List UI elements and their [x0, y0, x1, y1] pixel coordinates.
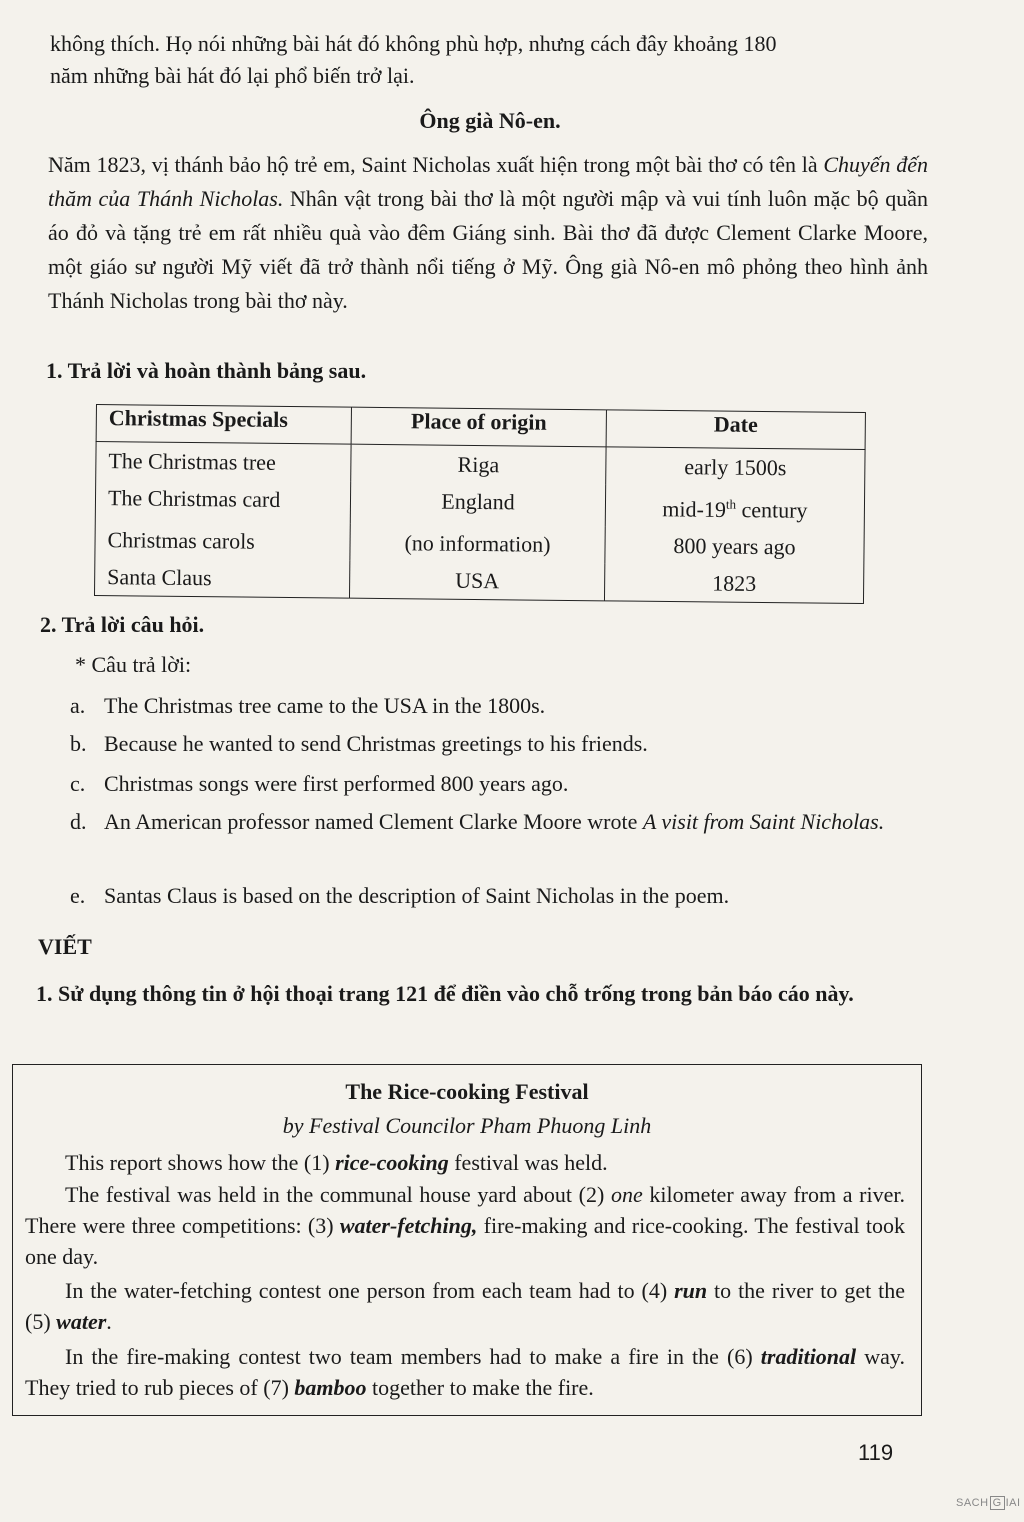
answer-d-label: d.	[70, 809, 87, 834]
p4-text-end: together to make the fire.	[366, 1375, 594, 1400]
cell-origin: England	[350, 482, 605, 527]
report-paragraph-2	[25, 1179, 905, 1272]
cell-date: 1823	[604, 564, 863, 604]
p3-text: In the water-fetching contest one person from each team had to (4)	[65, 1278, 675, 1303]
header-origin: Place of origin	[351, 407, 606, 447]
answer-a	[70, 690, 930, 722]
watermark-text-2: IAI	[1005, 1497, 1021, 1509]
report-paragraph-4	[25, 1341, 905, 1403]
p1-text: This report shows how the (1)	[65, 1150, 336, 1175]
report-paragraph-3	[25, 1275, 905, 1337]
question-2-heading: 2. Trả lời câu hỏi.	[40, 612, 205, 637]
report-byline: by Festival Councilor Pham Phuong Linh	[282, 1113, 652, 1138]
answer-blank-6: traditional	[760, 1344, 857, 1369]
cell-special: Christmas carols	[95, 521, 350, 561]
answer-d-text: An American professor named Clement Clarke Moore wrote	[104, 809, 643, 834]
answer-d-poem-title: A visit from Saint Nicholas.	[642, 809, 885, 834]
p2-text: The festival was held in the communal house yard about (2)	[65, 1182, 611, 1207]
p3-text-end: .	[106, 1309, 112, 1334]
report-box	[12, 1064, 922, 1416]
santa-text-1: Năm 1823, vị thánh bảo hộ trẻ em, Saint Nicholas xuất hiện trong một bài thơ có tên là	[48, 152, 824, 177]
p3-text-mid: to the river to get the (5)	[25, 1278, 905, 1334]
date-suffix: century	[735, 497, 808, 523]
answer-c	[70, 768, 930, 800]
answer-b-text: Because he wanted to send Christmas greetings to his friends.	[104, 731, 648, 756]
intro-paragraph	[50, 28, 930, 92]
writing-heading: VIẾT	[38, 934, 92, 959]
answer-e-label: e.	[70, 883, 86, 908]
writing-question-1: 1. Sử dụng thông tin ở hội thoại trang 121 để điền vào chỗ trống trong bản báo cáo này.	[36, 981, 854, 1006]
report-title: The Rice-cooking Festival	[345, 1079, 589, 1104]
cell-origin: (no information)	[350, 524, 605, 564]
cell-origin: Riga	[351, 444, 606, 484]
question-1-heading: 1. Trả lời và hoàn thành bảng sau.	[46, 358, 367, 383]
date-main: mid-19	[662, 496, 727, 522]
santa-text-2: Nhân vật trong bài thơ là một người mập và vui tính luôn mặc bộ quần áo đỏ và tặng trẻ em rất nhiều quà vào đêm Giáng sinh. Bài thơ đã được Clement Clarke Moore, một giáo sư người Mỹ viết đã trở thành nổi tiếng ở Mỹ. Ông già Nô-en mô phỏng theo hình ảnh Thánh Nicholas trong bài thơ này.	[48, 186, 928, 313]
p2-text-mid: kilometer away from a river. There were three competitions: (3)	[25, 1182, 905, 1238]
report-paragraph-1	[25, 1147, 905, 1178]
intro-line-1: không thích. Họ nói những bài hát đó không phù hợp, nhưng cách đây khoảng 180	[50, 31, 777, 56]
answer-blank-7: bamboo	[294, 1375, 367, 1400]
answer-a-label: a.	[70, 693, 86, 718]
answer-c-label: c.	[70, 771, 86, 796]
date-superscript: th	[725, 496, 737, 512]
answer-a-text: The Christmas tree came to the USA in the 1800s.	[104, 693, 546, 718]
cell-date	[605, 484, 864, 529]
poem-title: Chuyến đến thăm của Thánh Nicholas.	[48, 152, 929, 211]
p2-text-end: fire-making and rice-cooking. The festival took one day.	[25, 1213, 906, 1269]
santa-paragraph	[48, 148, 928, 318]
cell-origin: USA	[349, 561, 604, 601]
answer-d	[70, 806, 930, 838]
cell-date: early 1500s	[606, 447, 865, 487]
answer-blank-5: water	[56, 1309, 107, 1334]
answer-c-text: Christmas songs were first performed 800 years ago.	[104, 771, 569, 796]
answer-blank-4: run	[674, 1278, 708, 1303]
header-specials: Christmas Specials	[96, 405, 351, 445]
p1-text-end: festival was held.	[448, 1150, 608, 1175]
sachgiai-watermark	[956, 1496, 1021, 1510]
answer-label: * Câu trả lời:	[75, 652, 192, 677]
p4-text: In the fire-making contest two team members had to make a fire in the (6)	[65, 1344, 761, 1369]
cell-special: The Christmas card	[95, 479, 350, 524]
watermark-logo: G	[990, 1496, 1005, 1510]
answer-b-label: b.	[70, 731, 87, 756]
answer-blank-1: rice-cooking	[335, 1150, 449, 1175]
answer-b	[70, 728, 930, 760]
answer-blank-3: water-fetching,	[339, 1213, 478, 1238]
answer-e-text: Santas Claus is based on the description of Saint Nicholas in the poem.	[104, 883, 730, 908]
p4-text-mid: way. They tried to rub pieces of (7)	[25, 1344, 905, 1400]
cell-special: The Christmas tree	[96, 442, 351, 482]
table-row	[94, 558, 863, 604]
watermark-text-1: SACH	[956, 1497, 989, 1509]
cell-date: 800 years ago	[605, 527, 864, 567]
christmas-specials-table	[94, 404, 866, 604]
santa-heading: Ông già Nô-en.	[419, 108, 561, 133]
intro-line-2: năm những bài hát đó lại phổ biến trở lại.	[50, 63, 415, 88]
page-number: 119	[858, 1440, 894, 1465]
answer-blank-2: one	[610, 1182, 643, 1207]
header-date: Date	[606, 410, 865, 450]
cell-special: Santa Claus	[94, 558, 349, 598]
answer-e	[70, 880, 930, 912]
